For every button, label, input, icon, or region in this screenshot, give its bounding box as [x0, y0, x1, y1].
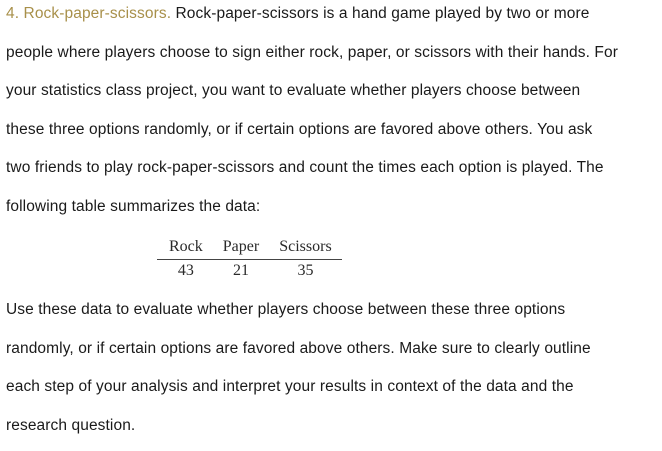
question-line: research question. [6, 416, 136, 434]
intro-line: your statistics class project, you want to evaluate whether players choose between [6, 82, 581, 100]
intro-line-text: Rock-paper-scissors is a hand game played by two or more [171, 5, 590, 22]
question-line: Use these data to evaluate whether players choose between these three options [6, 301, 566, 318]
question-line: each step of your analysis and interpret your results in context of the data and the [6, 378, 574, 396]
question-line: randomly, or if certain options are favored above others. Make sure to clearly outline [6, 339, 591, 357]
cell-scissors-count: 35 [297, 262, 314, 279]
intro-line: these three options randomly, or if certain options are favored above others. You ask [6, 120, 593, 138]
data-table [157, 234, 342, 281]
intro-line [6, 1, 658, 40]
intro-line: two friends to play rock-paper-scissors and count the times each option is played. The [6, 159, 604, 177]
column-header-scissors: Scissors [269, 234, 341, 260]
cell-paper-count: 21 [233, 262, 249, 279]
problem-number: 4. Rock-paper-scissors. [6, 5, 172, 22]
column-header-paper: Paper [213, 234, 269, 260]
intro-line: people where players choose to sign either rock, paper, or scissors with their hands. For [6, 43, 618, 61]
column-header-rock: Rock [157, 234, 213, 260]
table-row [157, 260, 342, 282]
intro-line: following table summarizes the data: [6, 197, 261, 215]
problem-intro [6, 1, 658, 233]
problem-question [6, 297, 658, 451]
table-header-row [157, 234, 342, 260]
cell-rock-count: 43 [177, 262, 194, 279]
